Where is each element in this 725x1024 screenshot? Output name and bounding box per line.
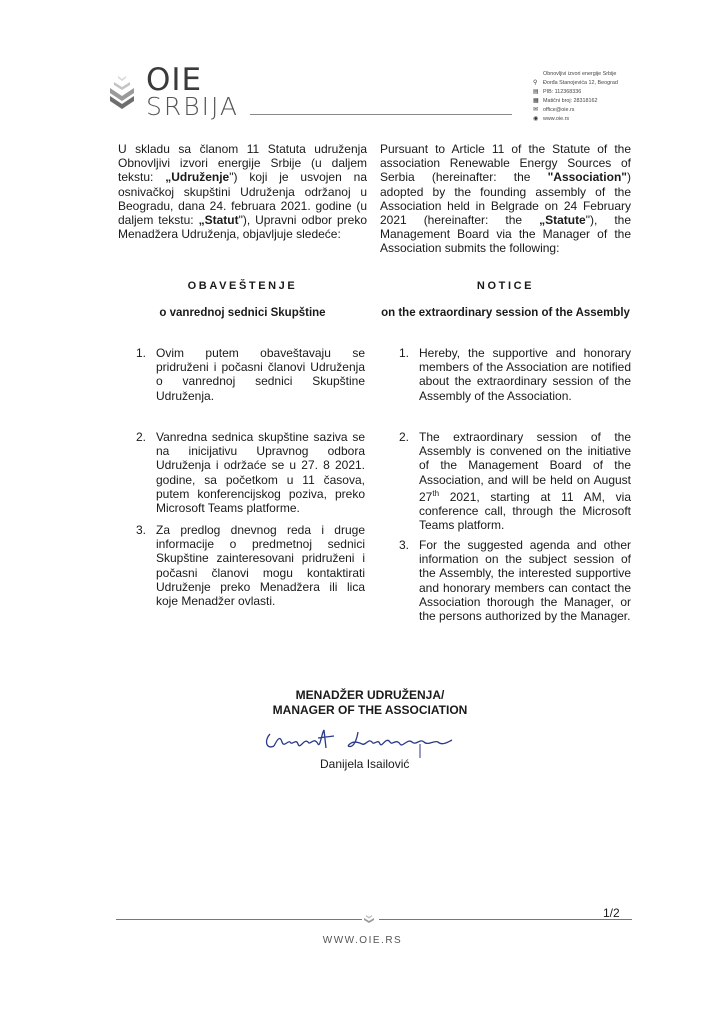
contact-registration: ▦ Matični broj: 28318162 bbox=[533, 98, 598, 104]
intro-english: Pursuant to Article 11 of the Statute of the association Renewable Energy Sources of Serbia (hereinafter: the "Association") adopted by the founding assembly of the Association held in Belgrade on 24 February 2021 (hereinafter: the „Statute"), the Management Board via the Manager of the Association submits the following: bbox=[380, 142, 631, 256]
globe-icon: ◉ bbox=[533, 116, 539, 122]
logo-text-oie: OIE bbox=[146, 62, 203, 98]
list-item-serbian-1: 1. Ovim putem obaveštavaju se pridruženi i počasni članovi Udruženja o vanrednoj sednici Skupštine Udruženja. bbox=[136, 346, 365, 403]
oie-logo-icon bbox=[104, 66, 140, 114]
header-divider bbox=[250, 114, 512, 115]
id-card-icon: ▤ bbox=[533, 89, 539, 95]
contact-website[interactable]: ◉ www.oie.rs bbox=[533, 116, 570, 122]
contact-email[interactable]: ✉ office@oie.rs bbox=[533, 107, 575, 113]
subheading-serbian: o vanrednoj sednici Skupštine bbox=[159, 307, 326, 319]
contact-org: Obnovljivi izvori energije Srbije bbox=[543, 71, 617, 77]
email-icon: ✉ bbox=[533, 107, 539, 113]
contact-address: ⚲ Đorđa Stanojevića 12, Beograd bbox=[533, 80, 618, 86]
footer-website[interactable]: WWW.OIE.RS bbox=[322, 935, 403, 946]
list-item-english-3: 3. For the suggested agenda and other information on the subject session of the Assembly, the interested supportive and honorary members can contact the Association thorough the Manager, or the persons authorized by the Manager. bbox=[399, 538, 631, 624]
footer-divider-right bbox=[379, 919, 632, 920]
manager-title: MENADŽER UDRUŽENJA/ MANAGER OF THE ASSOCIATION bbox=[272, 688, 468, 717]
list-item-serbian-3: 3. Za predlog dnevnog reda i druge informacije o predmetnoj sednici Skupštine zainteresovani pridruženi i počasni članovi mogu kontaktirati Udruženje preko Menadžera ili lica koje Menadžer ovlasti. bbox=[136, 523, 365, 609]
location-pin-icon: ⚲ bbox=[533, 80, 538, 86]
logo-text-srbija: SRBIJA bbox=[146, 92, 240, 121]
intro-serbian: U skladu sa članom 11 Statuta udruženja Obnovljivi izvori energije Srbije (u daljem tekstu: „Udruženje") koji je usvojen na osnivačkoj skupštini Udruženja održanoj u Beogradu, dana 24. februara 2021. godine (u daljem tekstu: „Statut"), Upravni odbor preko Menadžera Udruženja, objavljuje sledeće: bbox=[118, 142, 367, 242]
page-number: 1/2 bbox=[603, 906, 620, 920]
footer-logo-icon bbox=[362, 912, 376, 926]
contact-pib: ▤ PIB: 112368336 bbox=[533, 89, 582, 95]
list-item-english-2: 2. The extraordinary session of the Assembly is convened on the initiative of the Management Board of the Association, and will be held on August 27th 2021, starting at 11 AM, via conference call, through the Microsoft Teams platform. bbox=[399, 430, 631, 533]
subheading-english: on the extraordinary session of the Assembly bbox=[381, 307, 630, 319]
id-card-icon: ▦ bbox=[533, 98, 539, 104]
footer-divider-left bbox=[116, 919, 362, 920]
list-item-english-1: 1. Hereby, the supportive and honorary members of the Association are notified about the extraordinary session of the Assembly of the Association. bbox=[399, 346, 631, 403]
heading-serbian: OBAVEŠTENJE bbox=[187, 280, 298, 292]
list-item-serbian-2: 2. Vanredna sednica skupštine saziva se na inicijativu Upravnog odbora Udruženja i održaće se u 27. 8 2021. godine, sa početkom u 11 časova, putem konferencijskog poziva, preko Microsoft Teams platforme. bbox=[136, 430, 365, 516]
signatory-name: Danijela Isailović bbox=[320, 757, 410, 771]
handwritten-signature bbox=[262, 724, 462, 760]
heading-english: NOTICE bbox=[476, 280, 535, 292]
contact-block bbox=[533, 70, 618, 124]
